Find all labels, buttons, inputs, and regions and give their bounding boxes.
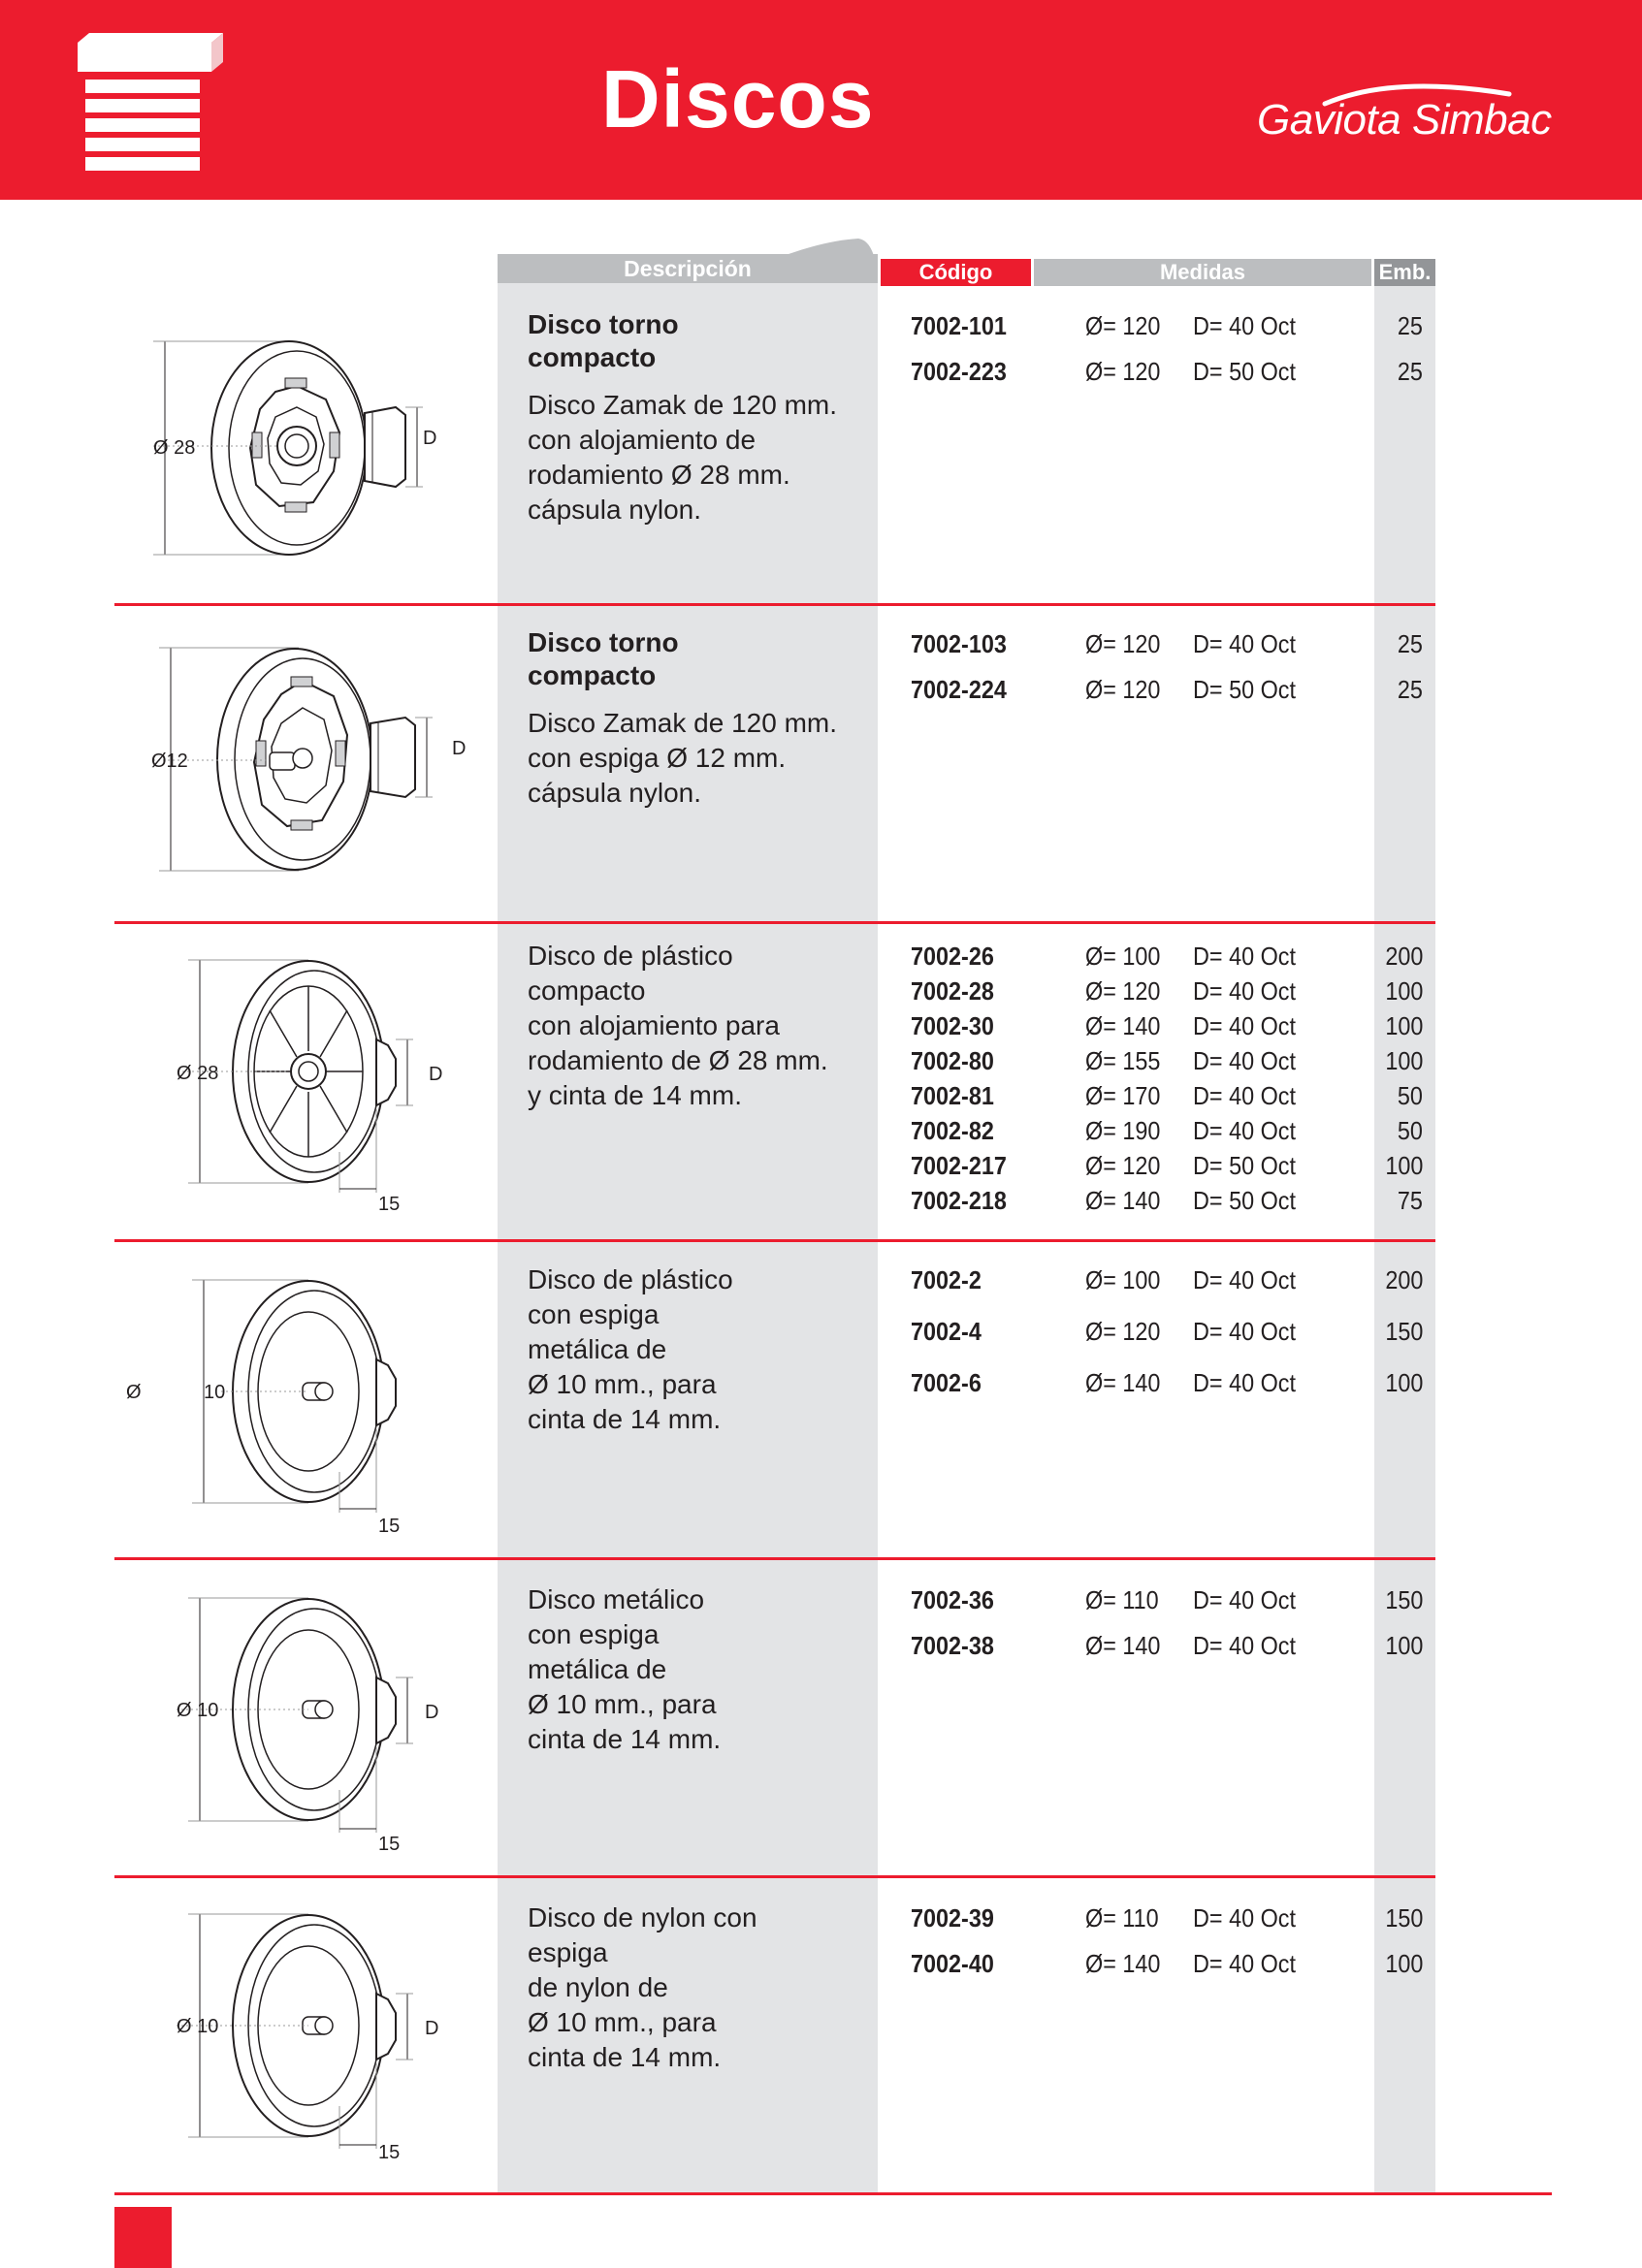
table-row <box>911 1183 1431 1218</box>
code-cell: 7002-39 <box>911 1903 994 1933</box>
code-cell: 7002-217 <box>911 1151 1007 1180</box>
text-line: y cinta de 14 mm. <box>528 1080 742 1110</box>
product-description <box>528 1901 867 2075</box>
text-line: con espiga Ø 12 mm. <box>528 743 787 773</box>
emb-cell: 50 <box>1397 1081 1423 1110</box>
table-row <box>911 974 1431 1008</box>
emb-cell: 150 <box>1384 1585 1423 1614</box>
brand-logo <box>1257 73 1558 150</box>
disco-nylon-drawing <box>114 1901 495 2191</box>
emb-cell: 25 <box>1397 357 1423 386</box>
diameter-cell: Ø= 120 <box>1085 976 1161 1006</box>
diameter-cell: Ø= 140 <box>1085 1368 1161 1397</box>
table-row <box>911 1582 1431 1617</box>
diameter-cell: Ø= 140 <box>1085 1631 1161 1660</box>
text-line: espiga <box>528 1937 608 1967</box>
table-row <box>911 1628 1431 1663</box>
emb-cell: 25 <box>1397 675 1423 704</box>
table-row <box>911 354 1431 389</box>
text-line: con espiga <box>528 1619 660 1649</box>
diameter-cell: Ø= 120 <box>1085 311 1161 340</box>
dimension-d: D <box>429 1064 443 1085</box>
dimension-diameter: Ø 10 <box>177 1700 219 1721</box>
emb-cell: 100 <box>1384 1011 1423 1040</box>
oct-cell: D= 40 Oct <box>1193 1949 1297 1978</box>
text-line: metálica de <box>528 1334 667 1364</box>
dimension-diameter: Ø12 <box>151 751 188 772</box>
dimension-width: 15 <box>378 1834 401 1855</box>
table-row <box>911 672 1431 707</box>
code-cell: 7002-2 <box>911 1265 982 1294</box>
table-row <box>911 1043 1431 1078</box>
emb-cell: 200 <box>1384 942 1423 971</box>
emb-cell: 75 <box>1397 1186 1423 1215</box>
text-line: Ø 10 mm., para <box>528 1689 717 1719</box>
emb-cell: 150 <box>1384 1317 1423 1346</box>
table-row <box>911 1314 1431 1349</box>
text-line: Ø 10 mm., para <box>528 1369 717 1399</box>
title-line: compacto <box>528 342 657 372</box>
section-separator <box>114 1557 1435 1560</box>
dimension-width: 15 <box>378 2142 401 2163</box>
emb-cell: 25 <box>1397 629 1423 658</box>
header-descripcion: Descripción <box>498 254 878 283</box>
code-cell: 7002-4 <box>911 1317 982 1346</box>
text-line: compacto <box>528 975 646 1006</box>
diameter-cell: Ø= 100 <box>1085 1265 1161 1294</box>
oct-cell: D= 40 Oct <box>1193 1116 1297 1145</box>
emb-cell: 100 <box>1384 1046 1423 1075</box>
footer-block <box>114 2207 172 2268</box>
text-line: Ø 10 mm., para <box>528 2007 717 2037</box>
diameter-cell: Ø= 120 <box>1085 357 1161 386</box>
table-row <box>911 1008 1431 1043</box>
oct-cell: D= 40 Oct <box>1193 942 1297 971</box>
diameter-cell: Ø= 110 <box>1085 1585 1159 1614</box>
page-header <box>0 0 1642 200</box>
section-separator <box>114 603 1435 606</box>
text-line: Disco de plástico <box>528 941 733 971</box>
table-row <box>911 1078 1431 1113</box>
code-cell: 7002-82 <box>911 1116 994 1145</box>
code-cell: 7002-103 <box>911 629 1007 658</box>
dimension-pin: 10 <box>204 1382 226 1403</box>
text-line: cinta de 14 mm. <box>528 1724 722 1754</box>
footer-line <box>114 2192 1552 2195</box>
section-separator <box>114 1875 1435 1878</box>
text-line: cinta de 14 mm. <box>528 1404 722 1434</box>
dimension-diameter: Ø 10 <box>177 2016 219 2037</box>
product-rows <box>911 1582 1431 1663</box>
code-cell: 7002-36 <box>911 1585 994 1614</box>
text-line: rodamiento Ø 28 mm. <box>528 460 790 490</box>
oct-cell: D= 40 Oct <box>1193 1011 1297 1040</box>
code-cell: 7002-6 <box>911 1368 982 1397</box>
code-cell: 7002-40 <box>911 1949 994 1978</box>
disco-plastico-compacto-drawing <box>114 939 495 1230</box>
section-separator <box>114 921 1435 924</box>
diameter-cell: Ø= 155 <box>1085 1046 1161 1075</box>
dimension-d: D <box>423 428 437 449</box>
oct-cell: D= 40 Oct <box>1193 976 1297 1006</box>
dimension-d: D <box>452 738 467 759</box>
text-line: Disco de nylon con <box>528 1902 757 1933</box>
text-line: Disco Zamak de 120 mm. <box>528 708 837 738</box>
product-rows <box>911 1901 1431 1981</box>
diameter-cell: Ø= 100 <box>1085 942 1161 971</box>
disco-metalico-drawing <box>114 1582 495 1873</box>
code-cell: 7002-26 <box>911 942 994 971</box>
header-codigo: Código <box>881 259 1031 286</box>
oct-cell: D= 50 Oct <box>1193 357 1297 386</box>
title-line: Disco torno <box>528 309 679 339</box>
code-cell: 7002-30 <box>911 1011 994 1040</box>
dimension-d: D <box>425 1702 439 1723</box>
section-separator <box>114 1239 1435 1242</box>
table-row <box>911 1901 1431 1935</box>
dimension-width: 15 <box>378 1516 401 1537</box>
product-rows <box>911 1262 1431 1400</box>
text-line: Disco de plástico <box>528 1264 733 1294</box>
table-row <box>911 1946 1431 1981</box>
disco-torno-compacto-drawing <box>114 308 495 599</box>
text-line: cinta de 14 mm. <box>528 2042 722 2072</box>
text-line: rodamiento de Ø 28 mm. <box>528 1045 828 1075</box>
dimension-d: D <box>425 2018 439 2039</box>
table-row <box>911 1113 1431 1148</box>
header-emb: Emb. <box>1374 259 1435 286</box>
text-line: Disco metálico <box>528 1584 705 1614</box>
header-medidas: Medidas <box>1034 259 1371 286</box>
diameter-cell: Ø= 120 <box>1085 675 1161 704</box>
diameter-cell: Ø= 170 <box>1085 1081 1161 1110</box>
product-rows <box>911 626 1431 707</box>
code-cell: 7002-223 <box>911 357 1007 386</box>
diameter-cell: Ø= 140 <box>1085 1186 1161 1215</box>
oct-cell: D= 40 Oct <box>1193 1081 1297 1110</box>
disco-torno-espiga-drawing <box>114 626 495 917</box>
code-cell: 7002-218 <box>911 1186 1007 1215</box>
emb-cell: 200 <box>1384 1265 1423 1294</box>
diameter-cell: Ø= 140 <box>1085 1949 1161 1978</box>
code-cell: 7002-81 <box>911 1081 994 1110</box>
table-row <box>911 939 1431 974</box>
oct-cell: D= 40 Oct <box>1193 1265 1297 1294</box>
text-line: de nylon de <box>528 1972 668 2002</box>
disco-plastico-espiga-drawing <box>114 1262 495 1553</box>
code-cell: 7002-80 <box>911 1046 994 1075</box>
emb-cell: 25 <box>1397 311 1423 340</box>
product-description <box>528 939 867 1113</box>
product-description <box>528 1582 867 1757</box>
dimension-diameter: Ø 28 <box>177 1063 219 1084</box>
table-row <box>911 308 1431 343</box>
emb-cell: 100 <box>1384 1151 1423 1180</box>
brand-name: Gaviota Simbac <box>1257 96 1552 144</box>
dimension-width: 15 <box>378 1194 401 1215</box>
diameter-cell: Ø= 120 <box>1085 629 1161 658</box>
table-row <box>911 1365 1431 1400</box>
oct-cell: D= 40 Oct <box>1193 1046 1297 1075</box>
product-description <box>528 1262 867 1437</box>
oct-cell: D= 50 Oct <box>1193 1151 1297 1180</box>
oct-cell: D= 40 Oct <box>1193 1368 1297 1397</box>
code-cell: 7002-28 <box>911 976 994 1006</box>
product-description <box>528 308 867 527</box>
oct-cell: D= 50 Oct <box>1193 675 1297 704</box>
emb-cell: 100 <box>1384 1368 1423 1397</box>
dimension-diameter: Ø <box>126 1382 142 1403</box>
text-line: metálica de <box>528 1654 667 1684</box>
emb-cell: 150 <box>1384 1903 1423 1933</box>
diameter-cell: Ø= 110 <box>1085 1903 1159 1933</box>
table-row <box>911 626 1431 661</box>
code-cell: 7002-101 <box>911 311 1007 340</box>
emb-cell: 50 <box>1397 1116 1423 1145</box>
text-line: Disco Zamak de 120 mm. <box>528 390 837 420</box>
text-line: cápsula nylon. <box>528 495 702 525</box>
emb-cell: 100 <box>1384 1949 1423 1978</box>
table-row <box>911 1148 1431 1183</box>
table-row <box>911 1262 1431 1297</box>
oct-cell: D= 40 Oct <box>1193 311 1297 340</box>
text-line: con alojamiento de <box>528 425 757 455</box>
diameter-cell: Ø= 120 <box>1085 1151 1161 1180</box>
product-rows <box>911 939 1431 1218</box>
oct-cell: D= 50 Oct <box>1193 1186 1297 1215</box>
oct-cell: D= 40 Oct <box>1193 1585 1297 1614</box>
emb-cell: 100 <box>1384 1631 1423 1660</box>
title-line: compacto <box>528 660 657 690</box>
oct-cell: D= 40 Oct <box>1193 1317 1297 1346</box>
roller-shutter-icon <box>74 29 229 184</box>
oct-cell: D= 40 Oct <box>1193 1903 1297 1933</box>
oct-cell: D= 40 Oct <box>1193 629 1297 658</box>
diameter-cell: Ø= 120 <box>1085 1317 1161 1346</box>
product-description <box>528 626 867 811</box>
text-line: cápsula nylon. <box>528 778 702 808</box>
code-cell: 7002-224 <box>911 675 1007 704</box>
oct-cell: D= 40 Oct <box>1193 1631 1297 1660</box>
title-line: Disco torno <box>528 627 679 657</box>
page-title: Discos <box>601 53 875 144</box>
product-rows <box>911 308 1431 389</box>
diameter-cell: Ø= 190 <box>1085 1116 1161 1145</box>
code-cell: 7002-38 <box>911 1631 994 1660</box>
text-line: con espiga <box>528 1299 660 1329</box>
dimension-diameter: Ø 28 <box>153 437 196 459</box>
diameter-cell: Ø= 140 <box>1085 1011 1161 1040</box>
text-line: con alojamiento para <box>528 1010 780 1040</box>
emb-cell: 100 <box>1384 976 1423 1006</box>
